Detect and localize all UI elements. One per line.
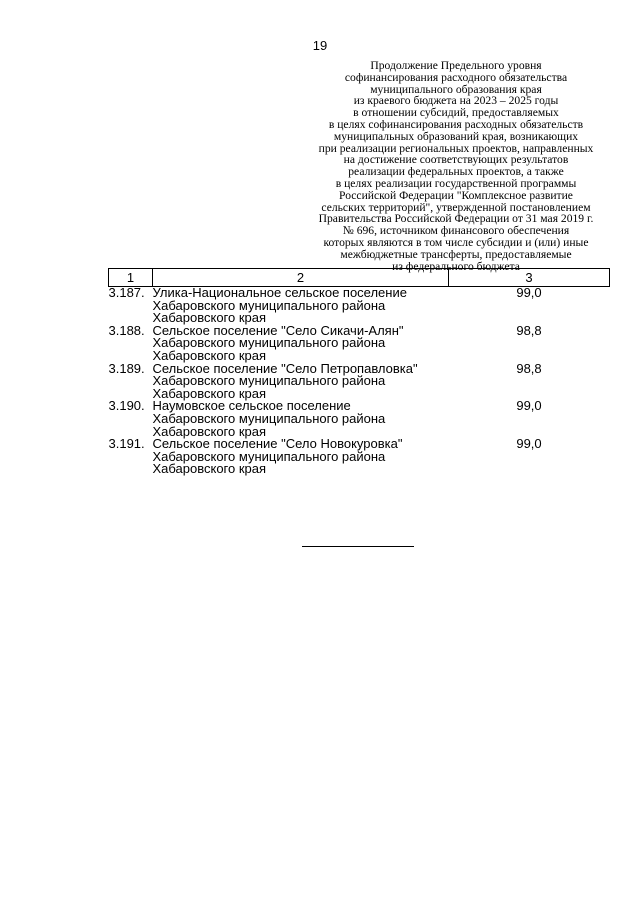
column-header-value: 3	[449, 269, 610, 287]
settlement-name-line: Хабаровского муниципального района	[152, 297, 386, 313]
table-row	[109, 325, 610, 363]
header-line: Продолжение Предельного уровня	[370, 59, 542, 72]
settlement-name-line: Сельское поселение "Село Петропавловка"	[152, 360, 418, 376]
cofinancing-level: 99,0	[516, 436, 542, 452]
header-line: из краевого бюджета на 2023 – 2025 годы	[353, 94, 559, 108]
subsidy-table	[108, 268, 610, 476]
settlement-name	[153, 287, 449, 325]
settlement-name-line: Сельское поселение "Село Сикачи-Алян"	[152, 322, 404, 338]
settlement-name-line: Хабаровского края	[152, 423, 267, 439]
header-line: в отношении субсидий, предоставляемых	[353, 106, 559, 120]
settlement-name	[153, 400, 449, 438]
header-line: сельских территорий", утвержденной постановлением	[321, 200, 591, 214]
settlement-name-line: Хабаровского края	[152, 461, 267, 477]
table-row	[109, 400, 610, 438]
table-header-row	[109, 269, 610, 287]
header-line: Российской Федерации "Комплексное развитие	[339, 188, 573, 202]
settlement-name-line: Сельское поселение "Село Новокуровка"	[152, 436, 403, 452]
cofinancing-level: 99,0	[516, 285, 542, 300]
header-line: в целях реализации государственной программы	[335, 176, 577, 190]
settlement-name-line: Наумовское сельское поселение	[152, 398, 351, 414]
end-rule	[302, 546, 414, 547]
row-number: 3.191.	[108, 436, 145, 452]
settlement-name-line: Улика-Национальное сельское поселение	[152, 285, 407, 300]
header-line: из федерального бюджета	[392, 259, 520, 273]
row-number: 3.190.	[108, 398, 145, 414]
header-line: при реализации региональных проектов, направленных	[318, 141, 594, 155]
header-line: реализации федеральных проектов, а также	[348, 165, 564, 179]
settlement-name	[153, 438, 449, 476]
table-row	[109, 287, 610, 325]
cofinancing-level: 98,8	[516, 322, 542, 338]
header-line: на достижение соответствующих результатов	[343, 153, 569, 167]
header-line: которых являются в том числе субсидии и (или) иные	[323, 235, 589, 249]
row-number: 3.188.	[108, 322, 145, 338]
table-row	[109, 363, 610, 401]
settlement-name-line: Хабаровского муниципального района	[152, 373, 386, 389]
settlement-name-line: Хабаровского муниципального района	[152, 335, 386, 351]
header-line: муниципальных образований края, возникающих	[333, 129, 579, 143]
header-line: № 696, источником финансового обеспечения	[342, 224, 570, 238]
header-line: муниципального образования края	[370, 82, 542, 96]
row-number: 3.187.	[108, 285, 145, 300]
cofinancing-level: 99,0	[516, 398, 542, 414]
page-number: 19	[312, 38, 328, 53]
settlement-name	[152, 322, 449, 363]
column-header-number: 1	[109, 269, 153, 287]
cofinancing-level: 98,8	[516, 360, 542, 376]
column-header-name: 2	[153, 269, 449, 287]
row-number: 3.189.	[108, 360, 145, 376]
settlement-name-line: Хабаровского края	[152, 310, 267, 326]
table-body	[109, 287, 610, 476]
header-line: софинансирования расходного обязательства	[344, 70, 568, 84]
header-line: в целях софинансирования расходных обязательств	[328, 117, 584, 131]
settlement-name-line: Хабаровского муниципального района	[152, 410, 386, 426]
settlement-name-line: Хабаровского края	[152, 385, 267, 401]
header-line: Правительства Российской Федерации от 31 мая 2019 г.	[318, 212, 594, 226]
table-row	[109, 438, 610, 476]
settlement-name-line: Хабаровского края	[152, 347, 267, 363]
settlement-name	[152, 360, 449, 401]
header-line: межбюджетные трансферты, предоставляемые	[340, 247, 572, 261]
settlement-name-line: Хабаровского муниципального района	[152, 448, 386, 464]
document-header	[296, 60, 616, 272]
